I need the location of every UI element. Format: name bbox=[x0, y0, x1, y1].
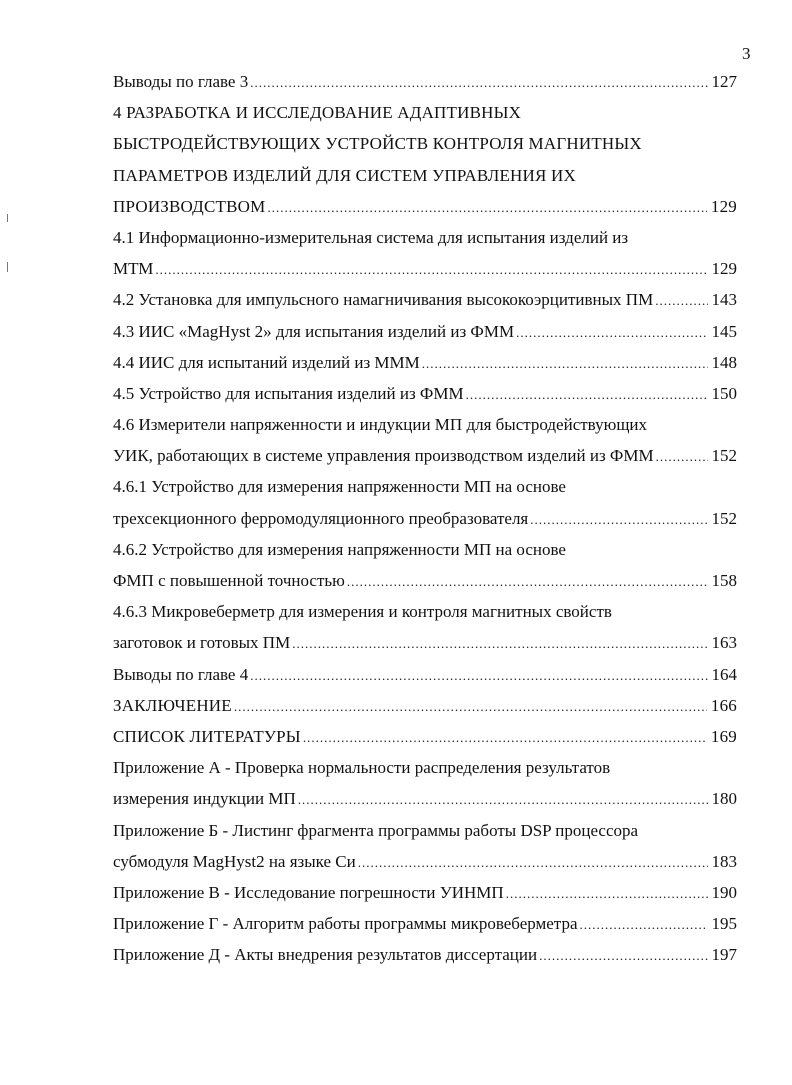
toc-heading-line: Приложение Б - Листинг фрагмента программы работы DSP процессора bbox=[113, 820, 639, 840]
toc-entry[interactable]: ЗАКЛЮЧЕНИЕ ..... 166 bbox=[113, 690, 737, 721]
toc-heading-line: 4.6.2 Устройство для измерения напряженности МП на основе bbox=[113, 539, 566, 559]
toc-entry[interactable]: 4.3 ИИС «MagHyst 2» для испытания изделий из ФММ ..... 145 bbox=[113, 316, 737, 347]
toc-entry[interactable]: субмодуля MagHyst2 на языке Си ..... 183 bbox=[113, 846, 737, 877]
toc-heading-line: Приложение А - Проверка нормальности распределения результатов bbox=[113, 758, 611, 778]
toc-page: 169 bbox=[710, 726, 737, 746]
toc-page: 127 bbox=[711, 72, 737, 91]
toc-page: 195 bbox=[711, 914, 737, 934]
toc-entry[interactable]: измерения индукции МП ..... 180 bbox=[113, 783, 737, 814]
toc-page: 164 bbox=[711, 664, 737, 684]
toc-heading-line: 4.6.1 Устройство для измерения напряженности МП на основе bbox=[113, 477, 566, 497]
toc-heading-line: 4.6.3 Микровеберметр для измерения и контроля магнитных свойств bbox=[113, 602, 612, 622]
toc-entry[interactable]: трехсекционного ферромодуляционного преобразователя ..... 152 bbox=[113, 503, 737, 534]
toc-entry[interactable]: Приложение Д - Акты внедрения результатов диссертации ..... 197 bbox=[113, 939, 737, 970]
toc-page: 183 bbox=[711, 851, 737, 871]
scan-artifact bbox=[7, 262, 8, 272]
toc-page: 166 bbox=[710, 695, 737, 715]
toc-page: 152 bbox=[711, 508, 737, 528]
toc-entry[interactable]: ПРОИЗВОДСТВОМ ..... 129 bbox=[113, 191, 737, 222]
toc-page: 197 bbox=[711, 945, 737, 965]
toc-page: 129 bbox=[710, 196, 737, 216]
page-number: 3 bbox=[742, 44, 751, 63]
toc-page: 158 bbox=[711, 571, 737, 590]
toc-page: 148 bbox=[711, 352, 737, 372]
toc-page: 152 bbox=[711, 446, 737, 466]
toc-entry[interactable]: 4.5 Устройство для испытания изделий из ФММ ..... 150 bbox=[113, 378, 737, 409]
toc-page: 150 bbox=[711, 383, 737, 403]
toc-page: 190 bbox=[711, 882, 737, 902]
toc-heading-line: 4.1 Информационно-измерительная система для испытания изделий из bbox=[113, 227, 629, 247]
toc-entry[interactable]: Приложение В - Исследование погрешности УИНМП ..... 190 bbox=[113, 877, 737, 908]
toc-page: 145 bbox=[711, 321, 737, 341]
toc-heading-line: ПАРАМЕТРОВ ИЗДЕЛИЙ ДЛЯ СИСТЕМ УПРАВЛЕНИЯ ИХ bbox=[113, 165, 576, 185]
toc-entry[interactable]: Приложение Г - Алгоритм работы программы микровеберметра ..... 195 bbox=[113, 908, 737, 939]
toc-heading-line: 4 РАЗРАБОТКА И ИССЛЕДОВАНИЕ АДАПТИВНЫХ bbox=[113, 103, 522, 123]
toc-entry[interactable]: СПИСОК ЛИТЕРАТУРЫ ..... 169 bbox=[113, 721, 737, 752]
toc-page: 143 bbox=[711, 290, 737, 310]
toc-entry[interactable]: ФМП с повышенной точностью ..... 158 bbox=[113, 565, 737, 596]
toc-entry[interactable]: заготовок и готовых ПМ ..... 163 bbox=[113, 627, 737, 658]
scan-artifact bbox=[7, 214, 8, 222]
table-of-contents bbox=[113, 66, 737, 970]
toc-page: 163 bbox=[711, 633, 737, 653]
toc-page: 129 bbox=[711, 259, 737, 279]
toc-page: 180 bbox=[711, 789, 737, 809]
toc-entry[interactable]: 4.2 Установка для импульсного намагничивания высококоэрцитивных ПМ ..... 143 bbox=[113, 284, 737, 315]
toc-heading-line: БЫСТРОДЕЙСТВУЮЩИХ УСТРОЙСТВ КОНТРОЛЯ МАГНИТНЫХ bbox=[113, 134, 642, 154]
toc-entry[interactable]: УИК, работающих в системе управления производством изделий из ФММ ..... 152 bbox=[113, 440, 737, 471]
toc-entry[interactable]: Выводы по главе 4 ..... 164 bbox=[113, 659, 737, 690]
toc-heading-line: 4.6 Измерители напряженности и индукции МП для быстродействующих bbox=[113, 415, 648, 435]
toc-entry[interactable]: Выводы по главе 3 ..... 127 bbox=[113, 66, 737, 97]
toc-entry[interactable]: 4.4 ИИС для испытаний изделий из МММ ..... 148 bbox=[113, 347, 737, 378]
toc-entry[interactable]: МТМ ..... 129 bbox=[113, 253, 737, 284]
